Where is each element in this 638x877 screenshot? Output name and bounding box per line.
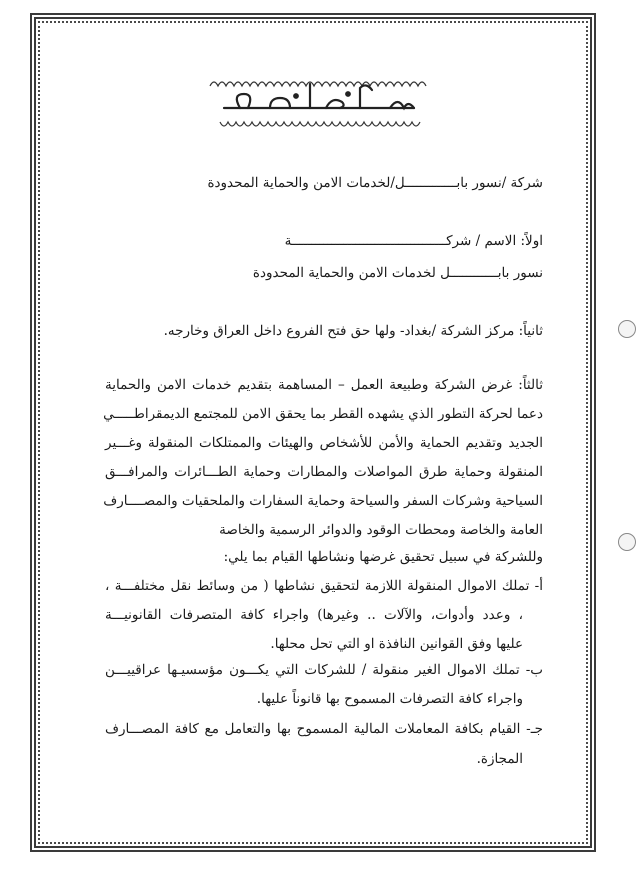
section-first-name-label: اولاً: الاسم / شركـــــــــــــــــــــــــــــــــــــــة — [284, 233, 543, 249]
section-third-line: الجديد وتقديم الحماية والأمن للأشخاص والهيئات والممتلكات المنقولة وغـــير — [105, 435, 543, 451]
binder-hole-icon — [618, 533, 636, 551]
item-a-line: أ- تملك الاموال المنقولة اللازمة لتحقيق نشاطها ( من وسائط نقل مختلفـــة ، — [105, 578, 543, 594]
section-second-headquarters: ثانياً: مركز الشركة /بغداد- ولها حق فتح الفروع داخل العراق وخارجه. — [163, 323, 543, 339]
activities-intro: وللشركة في سبيل تحقيق غرضها ونشاطها القيام بما يلي: — [223, 549, 543, 565]
item-a-line: ، وعدد وأدوات، والآلات .. وغيرها) واجراء كافة المتصرفات القانونيـــة — [105, 607, 523, 623]
company-heading-line: شركة /نسور بابـــــــــــــل/لخدمات الامن والحماية المحدودة — [207, 175, 543, 191]
section-third-line: المنقولة وحماية طرق المواصلات والمطارات وحماية الطـــائرات والمرافـــق — [105, 464, 543, 480]
item-b-line: واجراء كافة التصرفات المسموح بها قانوناً عليها. — [256, 691, 523, 707]
section-third-line: العامة والخاصة ومحطات الوقود والدوائر الرسمية والخاصة — [219, 522, 543, 538]
item-c-line: جـ- القيام بكافة المعاملات المالية المسموح بها والتعامل مع كافة المصـــارف — [105, 721, 543, 737]
item-b-line: ب- تملك الاموال الغير منقولة / للشركات التي يكـــون مؤسسيـها عراقييـــن — [105, 662, 543, 678]
calligraphy-title-logo — [200, 72, 440, 134]
section-third-line: السياحية وشركات السفر والسياحة وحماية السفارات والملحقيات والمصــــارف — [103, 493, 543, 509]
binder-hole-icon — [618, 320, 636, 338]
section-first-name-continuation: نسور بابــــــــــــل لخدمات الامن والحماية المحدودة — [252, 265, 543, 281]
section-third-line: ثالثاً: غرض الشركة وطبيعة العمل – المساهمة بتقديم خدمات الامن والحماية — [105, 377, 543, 393]
item-a-line: عليها وفق القوانين النافذة او التي تحل محلها. — [270, 636, 523, 652]
section-third-line: دعما لحركة التطور الذي يشهده القطر بما يحقق الامن للمجتمع الديمقراطـــــي — [103, 406, 543, 422]
item-c-line: المجازة. — [476, 751, 523, 767]
